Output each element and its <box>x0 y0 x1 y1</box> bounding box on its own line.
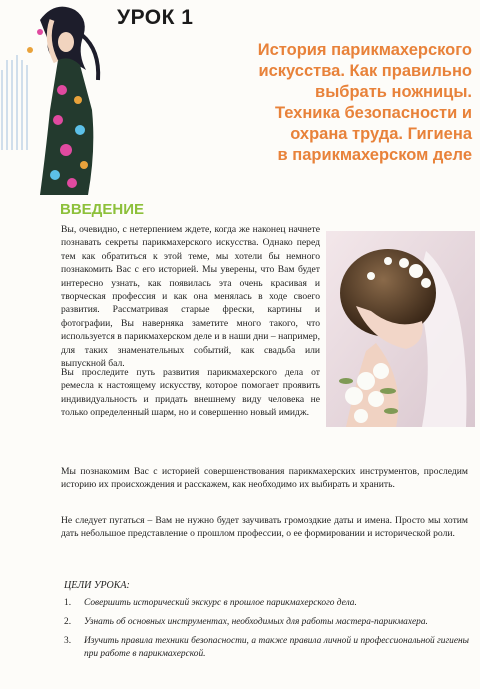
list-item <box>64 635 469 661</box>
title-line: искусства. Как правильно <box>258 62 472 80</box>
intro-paragraph: Вы, очевидно, с нетерпением ждете, когда же наконец начнете познавать секреты парикмахерского искусства. Однако перед тем как обратиться к этой теме, мы хотели бы немного познакомить Вас с его историей. Мы уверены, что Вам будет интересно узнать, как появилась эта очень красивая и творческая профессия и как она менялась в ходе своего развития. Рассматривая старые фрески, картины и фотографии, Вы наверняка заметите много такого, что используется в парикмахерском деле и в наши дни – например, для таких знаменательных событий, как свадьба или выпускной бал. <box>61 224 320 370</box>
title-line: История парикмахерского <box>257 41 472 59</box>
list-number: 2. <box>64 617 72 627</box>
list-item <box>64 597 469 610</box>
title-line: выбрать ножницы. <box>315 83 472 101</box>
title-line: охрана труда. Гигиена <box>290 125 472 143</box>
intro-paragraph: Мы познакомим Вас с историей совершенствования парикмахерских инструментов, проследим историю их происхождения и расскажем, как необходимо их выбирать и хранить. <box>61 466 468 491</box>
lesson-title <box>190 40 472 166</box>
title-line: Техника безопасности и <box>274 104 472 122</box>
intro-paragraph: Вы проследите путь развития парикмахерского дела от ремесла к настоящему искусству, которое помогает проявить индивидуальность и придать внешнему виду человека не только определенный шарм, но и совершенно новый имидж. <box>61 367 320 419</box>
list-number: 3. <box>64 636 72 646</box>
list-item <box>64 616 469 629</box>
list-text: Узнать об основных инструментах, необходимых для работы мастера-парикмахера. <box>84 617 428 627</box>
title-line: в парикмахерском деле <box>277 146 472 164</box>
list-text: Изучить правила техники безопасности, а также правила личной и профессиональной гигиены при работе в парикмахерской. <box>84 636 469 659</box>
intro-paragraph: Не следует пугаться – Вам не нужно будет заучивать громоздкие даты и имена. Просто мы хотим дать небольшое представление о прошлом профессии, о ее формировании и исторической роли. <box>61 515 468 540</box>
bride-photo <box>326 231 475 427</box>
list-number: 1. <box>64 598 72 608</box>
list-text: Совершить исторический экскурс в прошлое парикмахерского дела. <box>84 598 357 608</box>
goals-heading: ЦЕЛИ УРОКА: <box>64 580 130 591</box>
goals-list <box>64 597 469 667</box>
intro-heading: ВВЕДЕНИЕ <box>60 201 144 218</box>
woman-illustration <box>0 0 112 195</box>
lesson-label: УРОК 1 <box>117 6 194 29</box>
